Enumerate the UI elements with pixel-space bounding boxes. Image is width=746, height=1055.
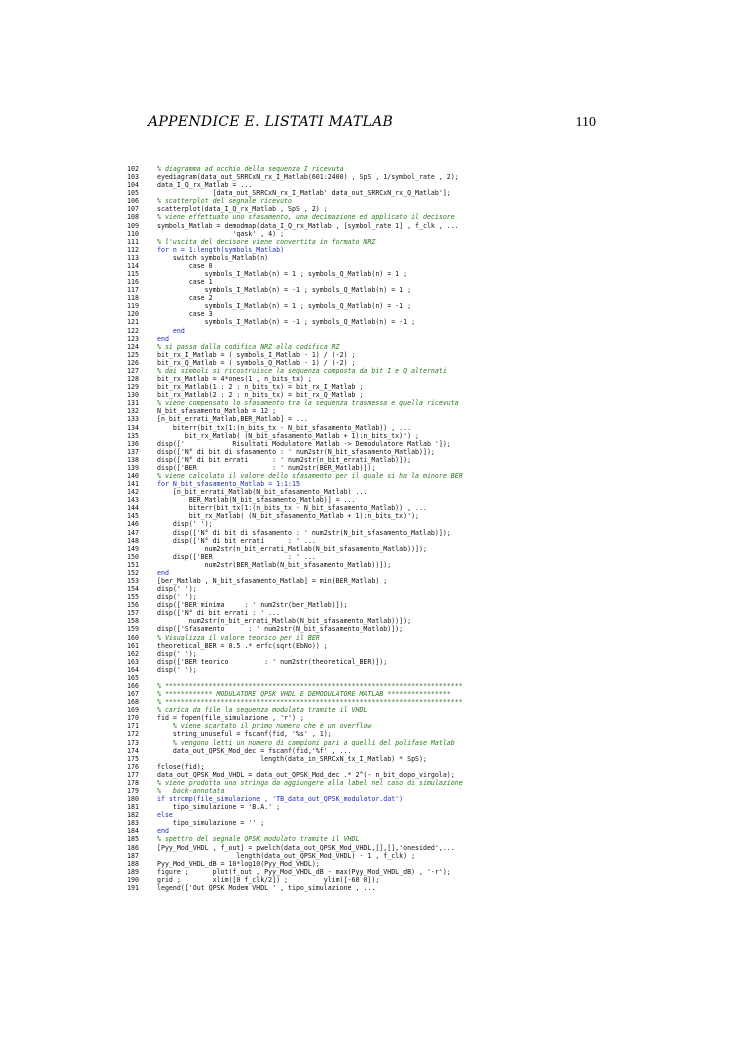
line-number: 143 — [127, 496, 139, 505]
code-text: if strcmp(file_simulazione , 'TB_data_out_QPSK_modulator.dat') — [157, 795, 404, 804]
line-number: 191 — [127, 883, 139, 892]
line-number: 175 — [127, 754, 139, 763]
code-text: [n_bit_errati_Matlab(N_bit_sfasamento_Matlab) ... — [157, 488, 368, 497]
line-number: 122 — [127, 326, 139, 335]
code-text: disp(' '); — [157, 649, 197, 658]
line-number: 153 — [127, 576, 139, 585]
code-line — [127, 763, 463, 771]
code-line — [127, 860, 463, 868]
code-line — [127, 868, 463, 876]
code-line — [127, 286, 463, 294]
line-number: 168 — [127, 698, 139, 707]
line-number: 178 — [127, 778, 139, 787]
code-line — [127, 262, 463, 270]
line-number: 186 — [127, 843, 139, 852]
code-line — [127, 310, 463, 318]
code-line — [127, 254, 463, 262]
line-number: 190 — [127, 875, 139, 884]
line-number: 108 — [127, 213, 139, 222]
code-comment: % *************************************************************************** — [157, 682, 463, 690]
code-line — [127, 852, 463, 860]
line-number: 149 — [127, 544, 139, 553]
line-number: 111 — [127, 237, 139, 246]
page-number: 110 — [575, 115, 596, 130]
line-number: 140 — [127, 471, 139, 480]
code-text: num2str(n_bit_errati_Matlab(N_bit_sfasamento_Matlab))]); — [157, 544, 427, 553]
line-number: 155 — [127, 593, 139, 602]
code-text: bit_rx_Matlab( (N_bit_sfasamento_Matlab + 1):n_bits_tx)') ; — [157, 431, 420, 440]
code-text: legend(['Out QPSK Modem VHDL ' , tipo_simulazione , ... — [157, 883, 376, 892]
line-number: 139 — [127, 463, 139, 472]
code-text: disp(['N° di bit errati : ' ... — [157, 536, 316, 545]
code-text: end — [157, 334, 169, 343]
line-number: 129 — [127, 383, 139, 392]
code-text: scatterplot(data_I_Q_rx_Matlab , SpS , 2) ; — [157, 205, 328, 214]
code-line — [127, 690, 463, 698]
code-text: data_out_QPSK_Mod_dec = fscanf(fid,'%f' , ... — [157, 746, 352, 755]
code-text: symbols_I_Matlab(n) = 1 ; symbols_Q_Matlab(n) = -1 ; — [157, 302, 412, 311]
line-number: 115 — [127, 270, 139, 279]
code-text: disp(['N° di bit di sfasamento : ' num2str(N_bit_sfasamento_Matlab)]); — [157, 528, 451, 537]
code-line — [127, 722, 463, 730]
code-text: [data_out_SRRCxN_rx_I_Matlab' data_out_SRRCxN_rx_Q_Matlab']; — [157, 189, 451, 198]
line-number: 138 — [127, 455, 139, 464]
code-text: num2str(BER_Matlab(N_bit_sfasamento_Matlab))]); — [157, 560, 392, 569]
line-number: 125 — [127, 350, 139, 359]
code-line — [127, 318, 463, 326]
code-comment: % *************************************************************************** — [157, 698, 463, 707]
code-line — [127, 424, 463, 432]
code-line — [127, 714, 463, 722]
code-comment: % dai simboli si ricostruisce la sequenza composta da bit I e Q alternati — [157, 366, 447, 375]
running-title: APPENDICE E. LISTATI MATLAB — [148, 114, 394, 130]
line-number: 171 — [127, 722, 139, 731]
line-number: 144 — [127, 504, 139, 513]
code-line — [127, 529, 463, 537]
code-text: string_unuseful = fscanf(fid, '%s' , 1); — [157, 730, 332, 739]
line-number: 172 — [127, 730, 139, 739]
line-number: 142 — [127, 488, 139, 497]
line-number: 110 — [127, 229, 139, 238]
code-text: end — [157, 827, 169, 836]
code-text: disp(['Sfasamento : ' num2str(N_bit_sfasamento_Matlab)]); — [157, 625, 404, 634]
code-text: data_out_QPSK_Mod_VHDL = data_out_QPSK_Mod_dec .* 2^(- n_bit_dopo_virgola); — [157, 770, 455, 779]
code-comment: % carica da file la sequenza modulata tramite il VHDL — [157, 706, 368, 715]
code-text: length(data_in_SRRCxN_tx_I_Matlab) * SpS); — [157, 754, 427, 763]
code-text: length(data_out_QPSK_Mod_VHDL) - 1 , f_clk) ; — [157, 851, 416, 860]
code-line — [127, 181, 463, 189]
line-number: 183 — [127, 819, 139, 828]
line-number: 121 — [127, 318, 139, 327]
code-text: num2str(n_bit_errati_Matlab(N_bit_sfasamento_Matlab))]); — [157, 617, 412, 626]
code-line — [127, 391, 463, 399]
line-number: 188 — [127, 859, 139, 868]
code-line — [127, 464, 463, 472]
code-line — [127, 747, 463, 755]
code-text: biterr(bit_tx(1:(n_bits_tx - N_bit_sfasamento_Matlab)) , ... — [157, 504, 427, 513]
code-comment: % viene calcolato il valore dello sfasamento per il quale si ha la minore BER — [157, 471, 463, 480]
code-line — [127, 165, 463, 173]
line-number: 130 — [127, 391, 139, 400]
code-text: theoretical_BER = 0.5 .* erfc(sqrt(EbNo)) ; — [157, 641, 328, 650]
line-number: 166 — [127, 682, 139, 690]
line-number: 134 — [127, 423, 139, 432]
code-line — [127, 213, 463, 221]
code-line — [127, 327, 463, 335]
line-number: 117 — [127, 286, 139, 295]
code-text: data_I_Q_rx_Matlab = ... — [157, 181, 253, 190]
line-number: 120 — [127, 310, 139, 319]
line-number: 184 — [127, 827, 139, 836]
line-number: 148 — [127, 536, 139, 545]
line-number: 135 — [127, 431, 139, 440]
code-text: end — [157, 326, 185, 335]
code-text: case 2 — [157, 294, 213, 303]
code-line — [127, 246, 463, 254]
code-text: bit_rx_Matlab = 4*ones(1 , n_bits_tx) ; — [157, 375, 312, 384]
line-number: 147 — [127, 528, 139, 537]
line-number: 141 — [127, 480, 139, 489]
code-line — [127, 642, 463, 650]
code-line — [127, 359, 463, 367]
code-line — [127, 230, 463, 238]
code-comment: % ************ MODULATORE QPSK VHDL E DEMODULATORE MATLAB **************** — [157, 690, 451, 699]
line-number: 173 — [127, 738, 139, 747]
line-number: 182 — [127, 811, 139, 820]
code-comment: % spettro del segnale QPSK modulato tramite il VHDL — [157, 835, 360, 844]
code-text: Pyy_Mod_VHDL_dB = 10*log10(Pyy_Mod_VHDL); — [157, 859, 320, 868]
code-line — [127, 835, 463, 843]
line-number: 185 — [127, 835, 139, 844]
line-number: 189 — [127, 867, 139, 876]
code-text: tipo_simulazione = 'B.A.' ; — [157, 803, 281, 812]
code-text: disp(['N° di bit errati : ' ... — [157, 609, 281, 618]
code-line — [127, 472, 463, 480]
code-line — [127, 375, 463, 383]
code-listing — [127, 165, 463, 892]
code-text: disp(['N° di bit errati : ' num2str(n_bit_errati_Matlab)]); — [157, 455, 412, 464]
code-line — [127, 634, 463, 642]
code-text: [ber_Matlab , N_bit_sfasamento_Matlab] = min(BER_Matlab) ; — [157, 576, 388, 585]
code-comment: % scatterplot del segnale ricevuto — [157, 197, 292, 206]
code-text: disp(' '); — [157, 593, 197, 602]
code-line — [127, 205, 463, 213]
line-number: 160 — [127, 633, 139, 642]
code-text: case 1 — [157, 278, 213, 287]
code-line — [127, 819, 463, 827]
line-number: 105 — [127, 189, 139, 198]
line-number: 181 — [127, 803, 139, 812]
code-line — [127, 609, 463, 617]
code-line — [127, 504, 463, 512]
code-line — [127, 407, 463, 415]
line-number: 161 — [127, 641, 139, 650]
line-number: 169 — [127, 706, 139, 715]
line-number: 137 — [127, 447, 139, 456]
code-text: bit_rx_Matlab( (N_bit_sfasamento_Matlab + 1):n_bits_tx)'); — [157, 512, 420, 521]
code-text: 'qask' , 4) ; — [157, 229, 285, 238]
code-text: disp([' Risultati Modulatore Matlab -> Demodulatore Matlab ']); — [157, 439, 451, 448]
code-line — [127, 448, 463, 456]
code-comment: % vengono letti un numero di campioni pari a quelli del polifase Matlab — [157, 738, 455, 747]
code-line — [127, 739, 463, 747]
code-line — [127, 876, 463, 884]
code-line — [127, 844, 463, 852]
code-line — [127, 294, 463, 302]
code-text: disp(' '); — [157, 520, 213, 529]
code-text: disp(' '); — [157, 585, 197, 594]
code-line — [127, 343, 463, 351]
line-number: 157 — [127, 609, 139, 618]
line-number: 154 — [127, 585, 139, 594]
line-number: 119 — [127, 302, 139, 311]
code-line — [127, 480, 463, 488]
code-line — [127, 779, 463, 787]
line-number: 103 — [127, 173, 139, 182]
code-line — [127, 270, 463, 278]
code-text: figure ; plot(f_out , Pyy_Mod_VHDL_dB - max(Pyy_Mod_VHDL_dB) , '-r'); — [157, 867, 451, 876]
line-number: 131 — [127, 399, 139, 408]
line-number: 146 — [127, 520, 139, 529]
line-number: 126 — [127, 358, 139, 367]
code-line — [127, 496, 463, 504]
line-number: 187 — [127, 851, 139, 860]
code-line — [127, 682, 463, 690]
code-line — [127, 537, 463, 545]
line-number: 167 — [127, 690, 139, 699]
code-line — [127, 238, 463, 246]
code-comment: % back-annotata — [157, 787, 225, 796]
code-text: N_bit_sfasamento_Matlab = 12 ; — [157, 407, 277, 416]
line-number: 165 — [127, 673, 139, 682]
line-number: 136 — [127, 439, 139, 448]
code-comment: % si passa dalla codifica NRZ alla codifica RZ — [157, 342, 340, 351]
code-text: fid = fopen(file_simulazione , 'r') ; — [157, 714, 304, 723]
code-line — [127, 545, 463, 553]
code-text: symbols_I_Matlab(n) = 1 ; symbols_Q_Matlab(n) = 1 ; — [157, 270, 408, 279]
code-line — [127, 706, 463, 714]
line-number: 113 — [127, 253, 139, 262]
code-text: [Pyy_Mod_VHDL , f_out] = pwelch(data_out_QPSK_Mod_VHDL,[],[],'onesided',... — [157, 843, 455, 852]
code-text: disp(['BER teorico : ' num2str(theoretical_BER)]); — [157, 657, 388, 666]
code-text: symbols_Matlab = demodmap(data_I_Q_rx_Matlab , [symbol_rate 1] , f_clk , ... — [157, 221, 459, 230]
code-text: case 3 — [157, 310, 213, 319]
code-line — [127, 755, 463, 763]
line-number: 152 — [127, 568, 139, 577]
line-number: 174 — [127, 746, 139, 755]
line-number: 114 — [127, 261, 139, 270]
code-line — [127, 189, 463, 197]
line-number: 159 — [127, 625, 139, 634]
code-text: symbols_I_Matlab(n) = -1 ; symbols_Q_Matlab(n) = -1 ; — [157, 318, 416, 327]
code-line — [127, 415, 463, 423]
code-comment: % Visualizza il valore teorico per il BER — [157, 633, 320, 642]
code-text: case 0 — [157, 261, 213, 270]
code-comment: % diagramma ad occhio della sequenza I ricevuta — [157, 165, 344, 173]
code-text: tipo_simulazione = '' ; — [157, 819, 265, 828]
code-text: bit_rx_Matlab(1 : 2 : n_bits_tx) = bit_rx_I_Matlab ; — [157, 383, 364, 392]
line-number: 127 — [127, 366, 139, 375]
code-line — [127, 771, 463, 779]
code-line — [127, 440, 463, 448]
line-number: 124 — [127, 342, 139, 351]
code-line — [127, 488, 463, 496]
code-line — [127, 625, 463, 633]
code-line — [127, 367, 463, 375]
code-text: disp(' '); — [157, 665, 197, 674]
line-number: 170 — [127, 714, 139, 723]
line-number: 112 — [127, 245, 139, 254]
line-number: 176 — [127, 762, 139, 771]
line-number: 179 — [127, 787, 139, 796]
code-line — [127, 585, 463, 593]
code-line — [127, 335, 463, 343]
code-text: BER_Matlab(N_bit_sfasamento_Matlab)] = ... — [157, 496, 356, 505]
code-line — [127, 617, 463, 625]
code-line — [127, 827, 463, 835]
code-text: symbols_I_Matlab(n) = -1 ; symbols_Q_Matlab(n) = 1 ; — [157, 286, 412, 295]
line-number: 164 — [127, 665, 139, 674]
line-number: 104 — [127, 181, 139, 190]
line-number: 133 — [127, 415, 139, 424]
code-text: switch symbols_Matlab(n) — [157, 253, 269, 262]
code-line — [127, 302, 463, 310]
code-text: disp(['BER : ' ... — [157, 552, 316, 561]
code-line — [127, 383, 463, 391]
line-number: 177 — [127, 770, 139, 779]
line-number: 132 — [127, 407, 139, 416]
code-comment: % viene prodotta una stringa da aggiungere alla label nel caso di simulazione — [157, 778, 463, 787]
code-line — [127, 512, 463, 520]
code-line — [127, 803, 463, 811]
code-line — [127, 456, 463, 464]
code-text: bit_rx_Matlab(2 : 2 : n_bits_tx) = bit_rx_Q_Matlab ; — [157, 391, 364, 400]
line-number: 128 — [127, 375, 139, 384]
code-line — [127, 561, 463, 569]
line-number: 151 — [127, 560, 139, 569]
line-number: 180 — [127, 795, 139, 804]
line-number: 107 — [127, 205, 139, 214]
code-line — [127, 351, 463, 359]
code-text: fclose(fid); — [157, 762, 205, 771]
line-number: 102 — [127, 165, 139, 173]
code-text: disp(['BER minima : ' num2str(ber_Matlab)]); — [157, 601, 348, 610]
line-number: 156 — [127, 601, 139, 610]
code-line — [127, 432, 463, 440]
code-line — [127, 884, 463, 892]
code-comment: % viene scartato il primo numero che è un overflow — [157, 722, 372, 731]
code-text: bit_rx_Q_Matlab = ( symbols_Q_Matlab - 1) / (-2) ; — [157, 358, 356, 367]
line-number: 109 — [127, 221, 139, 230]
code-text: eyediagram(data_out_SRRCxN_rx_I_Matlab(601:2400) , SpS , 1/symbol_rate , 2); — [157, 173, 459, 182]
code-text: bit_rx_I_Matlab = ( symbols_I_Matlab - 1) / (-2) ; — [157, 350, 356, 359]
code-line — [127, 593, 463, 601]
code-line — [127, 658, 463, 666]
code-text: disp(['N° di bit di sfasamento : ' num2str(N_bit_sfasamento_Matlab)]); — [157, 447, 435, 456]
code-text: for N_bit_sfasamento_Matlab = 1:1:15 — [157, 480, 300, 489]
code-line — [127, 787, 463, 795]
line-number: 158 — [127, 617, 139, 626]
code-text: for n = 1:length(symbols_Matlab) — [157, 245, 285, 254]
code-line — [127, 666, 463, 674]
line-number: 123 — [127, 334, 139, 343]
code-line — [127, 730, 463, 738]
code-comment: % viene compensato lo sfasamento tra la sequenza trasmessa e quella ricevuta — [157, 399, 459, 408]
code-line — [127, 553, 463, 561]
line-number: 162 — [127, 649, 139, 658]
code-line — [127, 601, 463, 609]
code-text: disp(['BER : ' num2str(BER_Matlab)]); — [157, 463, 376, 472]
code-text: grid ; xlim([0 f_clk/2]) ; ylim([-60 0]); — [157, 875, 380, 884]
code-comment: % l'uscita del decisore viene convertita in formato NRZ — [157, 237, 376, 246]
code-text: [n_bit_errati_Matlab,BER_Matlab] = ... — [157, 415, 308, 424]
code-text: biterr(bit_tx(1:(n_bits_tx - N_bit_sfasamento_Matlab)) , ... — [157, 423, 412, 432]
code-line — [127, 399, 463, 407]
line-number: 150 — [127, 552, 139, 561]
code-line — [127, 278, 463, 286]
line-number: 163 — [127, 657, 139, 666]
line-number: 116 — [127, 278, 139, 287]
code-line — [127, 569, 463, 577]
code-line — [127, 795, 463, 803]
code-comment: % viene effettuato uno sfasamento, una decimazione ed applicato il decisore — [157, 213, 455, 222]
line-number: 106 — [127, 197, 139, 206]
code-line — [127, 811, 463, 819]
line-number: 145 — [127, 512, 139, 521]
code-line — [127, 173, 463, 181]
code-line — [127, 674, 463, 682]
code-line — [127, 520, 463, 528]
code-line — [127, 577, 463, 585]
code-line — [127, 698, 463, 706]
code-text: else — [157, 811, 173, 820]
line-number: 118 — [127, 294, 139, 303]
code-text: end — [157, 568, 169, 577]
code-line — [127, 222, 463, 230]
code-line — [127, 650, 463, 658]
code-line — [127, 197, 463, 205]
